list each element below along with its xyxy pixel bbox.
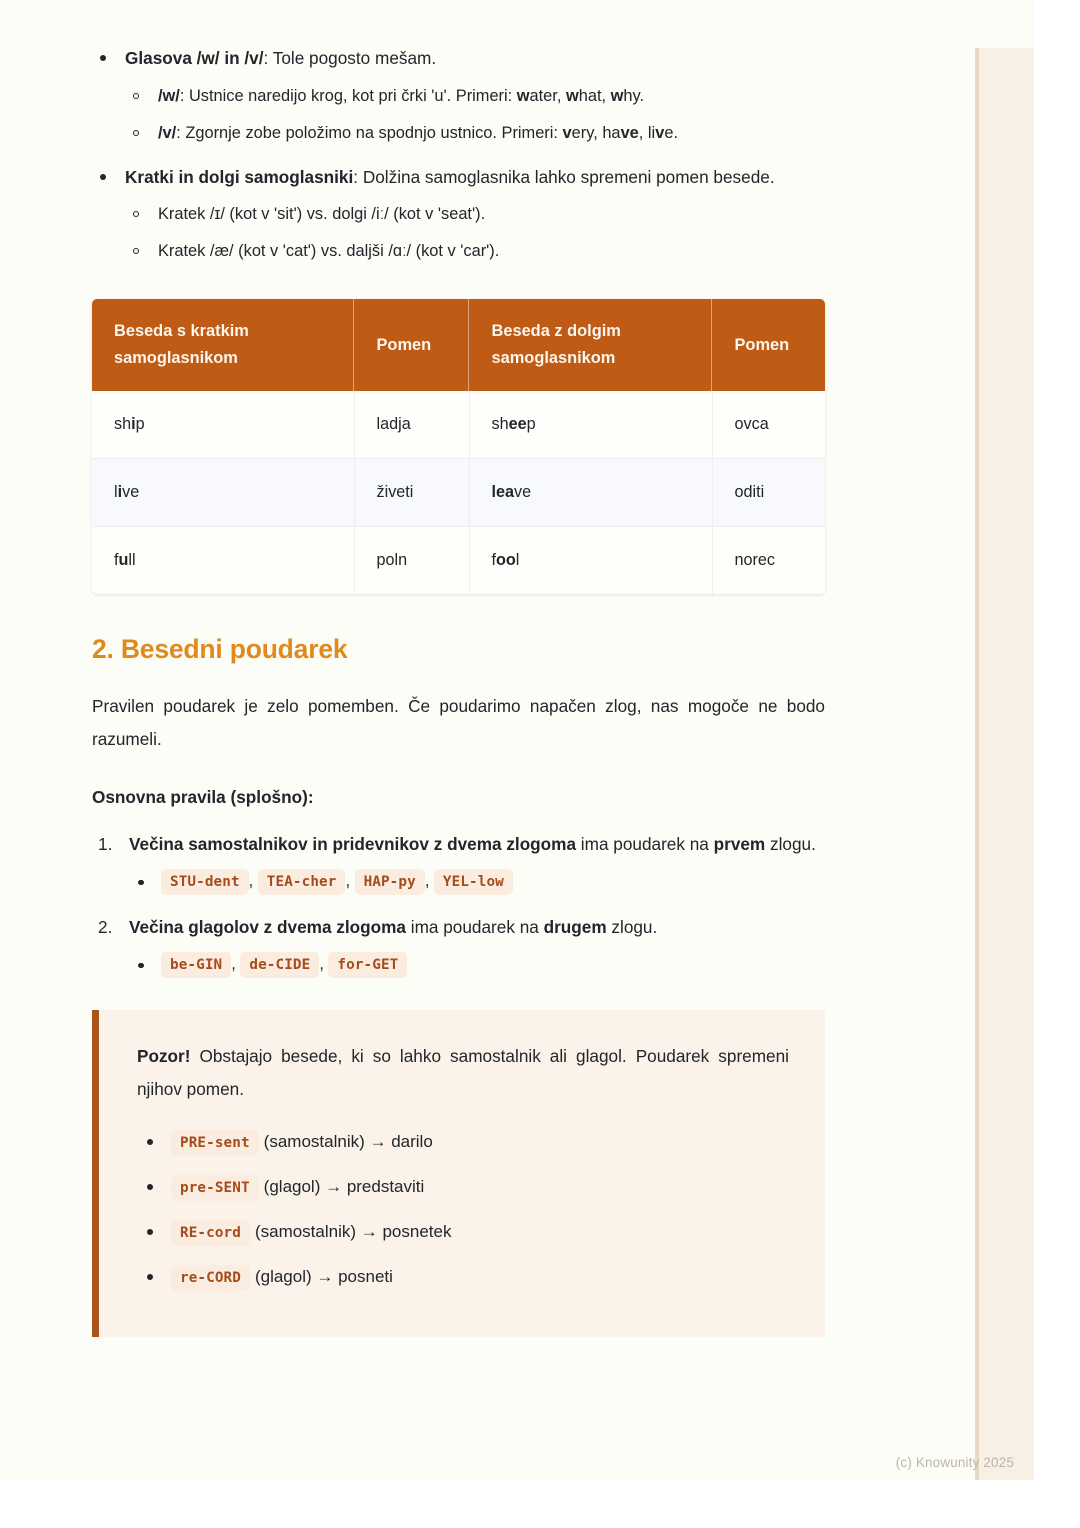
bullet-icon: [138, 963, 144, 969]
cell-short-meaning: živeti: [354, 458, 469, 526]
plain-text: f: [491, 550, 496, 569]
list-item-text: : Tole pogosto mešam.: [263, 48, 437, 68]
plain-text: l: [114, 482, 118, 501]
bullet-icon: [147, 1229, 153, 1235]
sub-list-item: [125, 83, 832, 110]
code-chip: STU-dent: [161, 869, 249, 895]
rule-item: [92, 830, 832, 897]
emphasis-text: w: [516, 86, 530, 105]
cell-short-meaning: poln: [354, 526, 469, 594]
cell-long-word: [469, 391, 712, 459]
table-row: [92, 391, 825, 459]
callout-text: Obstajajo besede, ki so lahko samostalnik ali glagol. Poudarek spremeni njihov pomen.: [137, 1045, 789, 1100]
emphasis-text: v: [562, 123, 572, 142]
chip-separator: ,: [319, 954, 329, 973]
sub-list: [125, 83, 832, 147]
sub-list-item: [125, 238, 832, 265]
plain-text: f: [114, 550, 119, 569]
plain-text: : Ustnice naredijo krog, kot pri črki 'u'. Primeri:: [179, 86, 517, 105]
plain-text: p: [135, 414, 145, 433]
column-header-long-word: Beseda z dolgim samoglasnikom: [469, 299, 712, 390]
cell-short-word: [92, 391, 354, 459]
plain-text: e.: [664, 123, 678, 142]
code-chip: re-CORD: [171, 1265, 250, 1291]
column-header-short-word: Beseda s kratkim samoglasnikom: [92, 299, 354, 390]
plain-text: sh: [491, 414, 509, 433]
rule-item: [92, 913, 832, 980]
list-item-text: : Dolžina samoglasnika lahko spremeni pomen besede.: [353, 166, 775, 187]
chip-separator: ,: [424, 871, 434, 890]
callout-item: [137, 1164, 789, 1209]
plain-text: ve: [122, 482, 140, 501]
plain-text: hat,: [578, 86, 611, 105]
vowel-comparison-table: [92, 299, 825, 593]
sub-list-item: [125, 120, 832, 147]
bullet-icon: [147, 1184, 153, 1190]
page-edge-strip: [975, 48, 1034, 1480]
column-header-short-meaning: Pomen: [354, 299, 469, 390]
table-body: [92, 391, 825, 594]
cell-long-meaning: norec: [734, 550, 775, 569]
code-chip: HAP-py: [355, 869, 425, 895]
list-item-lead: Kratki in dolgi samoglasniki: [125, 166, 354, 187]
cell-long-word: [469, 526, 712, 594]
table-row: [92, 526, 825, 594]
emphasis-text: v: [655, 123, 665, 142]
column-header-long-meaning: Pomen: [712, 299, 825, 390]
plain-text: ve: [514, 482, 532, 501]
code-chip: TEA-cher: [258, 869, 346, 895]
copyright-watermark: (c) Knowunity 2025: [895, 1455, 1014, 1470]
emphasis-text: l: [491, 482, 496, 501]
bullet-icon: [147, 1139, 153, 1145]
code-chip: RE-cord: [171, 1220, 250, 1246]
code-chip: be-GIN: [161, 952, 231, 978]
example-chips-item: [129, 949, 832, 980]
pronunciation-list: [92, 44, 832, 265]
callout-item: [137, 1254, 789, 1299]
list-item-lead: Glasova /w/ in /v/: [125, 48, 264, 68]
table-row: [92, 458, 825, 526]
chip-separator: ,: [248, 871, 258, 890]
callout-paragraph: [137, 1040, 789, 1107]
chip-separator: ,: [231, 954, 241, 973]
cell-long-word: [469, 458, 712, 526]
plain-text: zlogu.: [606, 916, 658, 937]
plain-text: ery, ha: [571, 123, 621, 142]
bullet-icon: [100, 55, 106, 61]
callout-lead: Pozor!: [137, 1045, 191, 1066]
stress-rules-list: [92, 830, 832, 980]
plain-text: hy.: [623, 86, 645, 105]
emphasis-text: w: [565, 86, 579, 105]
emphasis-text: ea: [496, 482, 515, 501]
plain-text: ima poudarek na: [576, 833, 714, 854]
bullet-icon: [138, 880, 144, 886]
emphasis-text: ee: [508, 414, 527, 433]
plain-text: , li: [638, 123, 656, 142]
plain-text: p: [526, 414, 536, 433]
hollow-bullet-icon: [133, 93, 139, 99]
code-chip: de-CIDE: [240, 952, 319, 978]
emphasis-text: ve: [620, 123, 639, 142]
callout-item-text: (samostalnik) → posnetek: [254, 1221, 452, 1241]
table-header-row: [92, 299, 825, 390]
callout-item-text: (glagol) → posneti: [254, 1267, 393, 1287]
emphasis-text: w: [610, 86, 624, 105]
emphasis-text: oo: [496, 550, 516, 569]
callout-item: [137, 1119, 789, 1164]
plain-text: sh: [114, 414, 132, 433]
section-paragraph: Pravilen poudarek je zelo pomemben. Če poudarimo napačen zlog, nas mogoče ne bodo razumeli.: [92, 695, 825, 750]
plain-text: l: [515, 550, 520, 569]
plain-text: : Zgornje zobe položimo na spodnjo ustnico. Primeri:: [176, 123, 563, 142]
emphasis-text: i: [117, 482, 123, 501]
cell-short-word: [92, 526, 354, 594]
cell-long-meaning: ovca: [712, 391, 825, 459]
emphasis-text: Večina glagolov z dvema zlogoma: [129, 916, 406, 937]
plain-text: ll: [128, 550, 136, 569]
chip-separator: ,: [345, 871, 355, 890]
code-chip: for-GET: [328, 952, 407, 978]
hollow-bullet-icon: [133, 130, 139, 136]
callout-item-text: (samostalnik) → darilo: [263, 1131, 433, 1151]
warning-callout: [92, 1010, 825, 1337]
section-heading: 2. Besedni poudarek: [92, 633, 348, 664]
code-chip: pre-SENT: [171, 1175, 259, 1201]
bullet-icon: [100, 174, 106, 180]
example-chips-item: [129, 866, 832, 897]
emphasis-text: u: [118, 550, 129, 569]
sub-list-item: [125, 201, 832, 228]
emphasis-text: prvem: [713, 833, 766, 854]
emphasis-text: Večina samostalnikov in pridevnikov z dvema zlogoma: [129, 833, 577, 854]
callout-examples-list: [137, 1119, 789, 1299]
emphasis-text: drugem: [543, 916, 607, 937]
code-chip: PRE-sent: [171, 1130, 259, 1156]
plain-text: Kratek /ɪ/ (kot v 'sit') vs. dolgi /iː/ (kot v 'seat').: [158, 205, 486, 224]
hollow-bullet-icon: [133, 248, 139, 254]
plain-text: ater,: [529, 86, 566, 105]
phoneme-label: /w/: [158, 86, 180, 105]
plain-text: ima poudarek na: [406, 916, 544, 937]
code-chip: YEL-low: [434, 869, 513, 895]
plain-text: zlogu.: [765, 833, 816, 854]
phoneme-label: /v/: [158, 123, 177, 142]
page-edge-divider: [975, 48, 979, 1480]
hollow-bullet-icon: [133, 211, 139, 217]
plain-text: Kratek /æ/ (kot v 'cat') vs. daljši /ɑː/ (kot v 'car').: [158, 242, 500, 261]
example-chips-list: [129, 866, 832, 897]
emphasis-text: i: [131, 414, 136, 433]
section-subheading: Osnovna pravila (splošno):: [92, 786, 314, 807]
vowel-comparison-table-wrapper: [92, 299, 825, 593]
cell-long-meaning: oditi: [712, 458, 825, 526]
list-item: [92, 163, 832, 266]
callout-item: [137, 1209, 789, 1254]
document-body: [92, 44, 832, 1337]
bullet-icon: [147, 1274, 153, 1280]
callout-item-text: (glagol) → predstaviti: [263, 1176, 425, 1196]
example-chips-list: [129, 949, 832, 980]
cell-short-word: [92, 458, 354, 526]
cell-short-meaning: ladja: [354, 391, 469, 459]
sub-list: [125, 201, 832, 265]
list-item: [92, 44, 832, 147]
